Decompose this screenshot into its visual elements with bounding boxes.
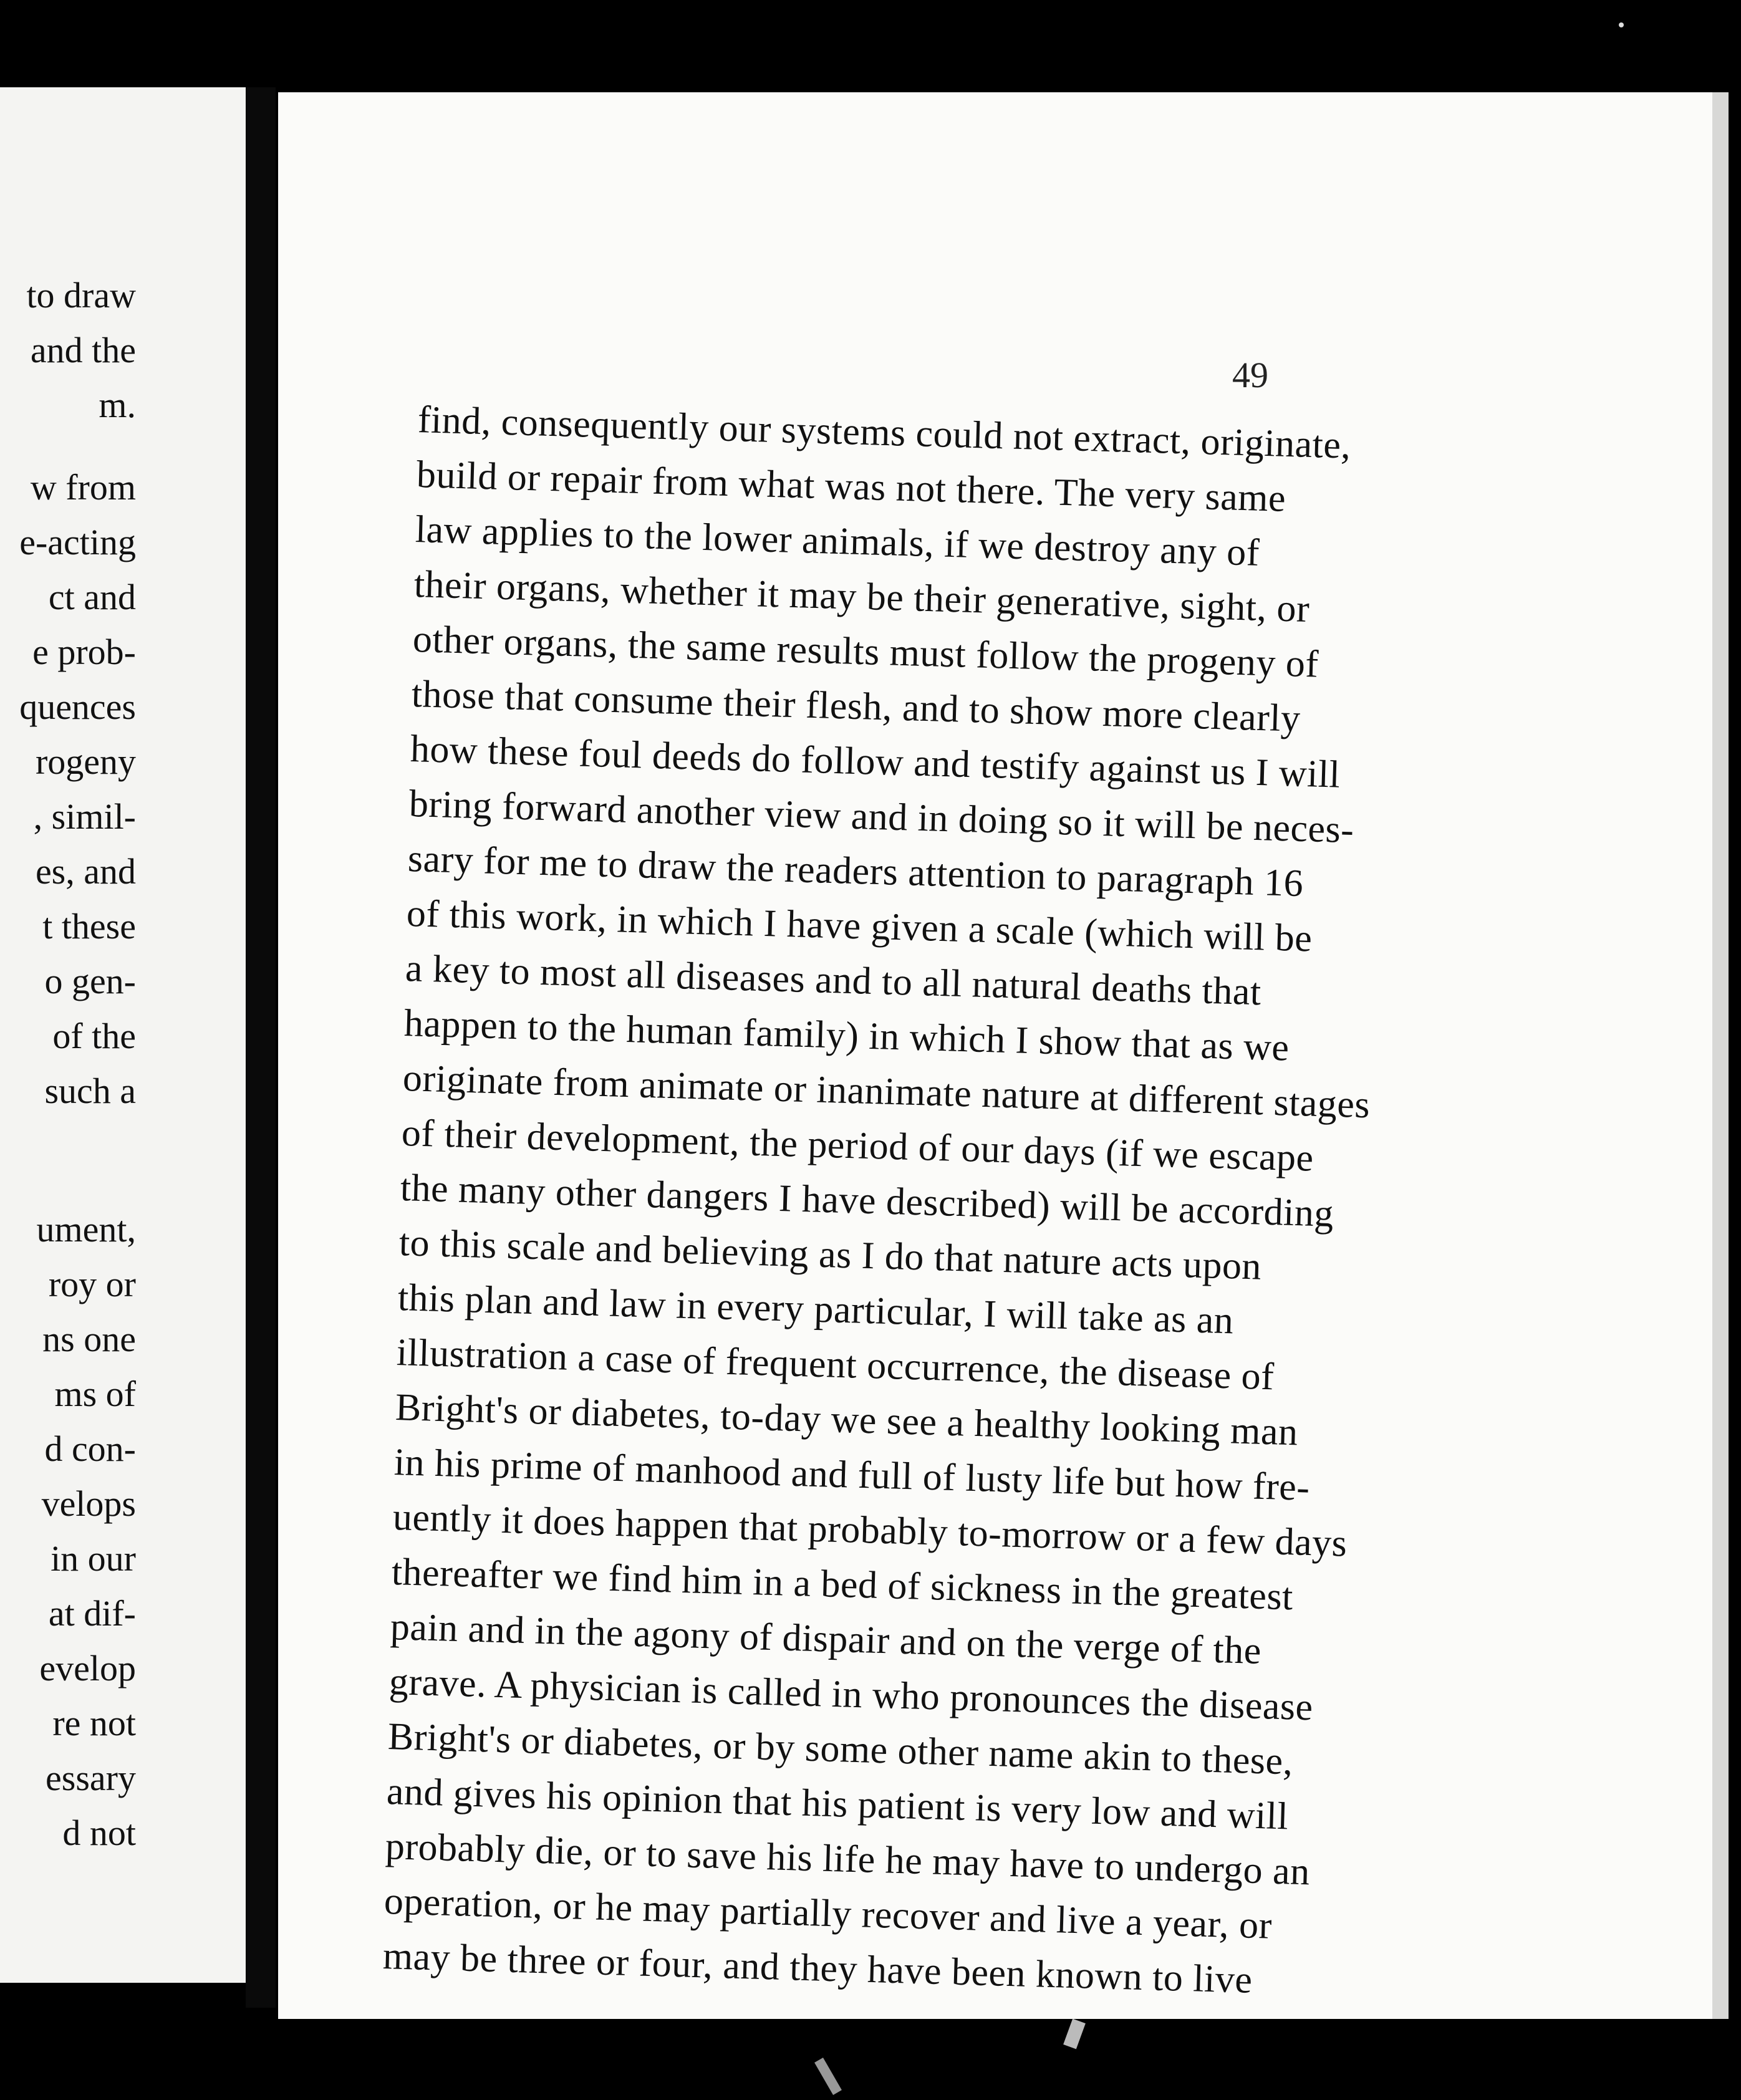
text-line: bring forward another view and in doing so it will be neces- — [408, 783, 1355, 852]
left-line: velops — [41, 1483, 136, 1524]
text-line: a key to most all diseases and to all natural deaths that — [405, 947, 1262, 1014]
text-line: of this work, in which I have given a scale (which will be — [406, 892, 1313, 960]
scan-speck — [1619, 22, 1624, 27]
left-line: essary — [46, 1758, 136, 1798]
text-line: and gives his opinion that his patient is very low and will — [386, 1770, 1290, 1838]
left-line: quences — [19, 686, 136, 727]
text-line: how these foul deeds do follow and testify against us I will — [410, 728, 1341, 796]
page-number: 49 — [1232, 355, 1268, 395]
text-line: probably die, or to save his life he may have to undergo an — [385, 1825, 1311, 1894]
text-line: other organs, the same results must follow the progeny of — [412, 618, 1319, 686]
text-line: law applies to the lower animals, if we destroy any of — [415, 508, 1260, 574]
text-line: build or repair from what was not there. The very same — [416, 453, 1286, 520]
left-line: at dif- — [48, 1593, 136, 1634]
text-line: Bright's or diabetes, or by some other name akin to these, — [387, 1715, 1294, 1783]
left-line: and the — [30, 330, 136, 370]
text-line: may be three or four, and they have been known to live — [382, 1935, 1253, 2001]
text-line: this plan and law in every particular, I will take as an — [397, 1276, 1235, 1342]
left-line: w from — [30, 467, 136, 508]
text-line: uently it does happen that probably to-morrow or a few days — [392, 1496, 1348, 1565]
left-line: ct and — [48, 577, 136, 617]
book-gutter — [246, 87, 276, 2008]
left-line: of the — [52, 1016, 136, 1056]
text-line: pain and in the agony of dispair and on the verge of the — [390, 1606, 1262, 1673]
left-line: such a — [44, 1071, 136, 1111]
left-page — [0, 87, 273, 1983]
left-line: t these — [42, 906, 136, 946]
left-line: es, and — [35, 851, 136, 892]
left-line: d not — [62, 1813, 136, 1853]
left-line: e-acting — [19, 522, 136, 562]
left-line: e prob- — [32, 632, 136, 672]
text-line: their organs, whether it may be their generative, sight, or — [413, 563, 1311, 631]
left-line: in our — [51, 1538, 136, 1579]
left-line: re not — [52, 1703, 136, 1743]
left-line: , simil- — [33, 796, 136, 837]
left-line: evelop — [39, 1648, 136, 1688]
body-text — [278, 92, 1712, 2019]
text-line: grave. A physician is called in who pronounces the disease — [388, 1660, 1314, 1729]
right-page — [278, 92, 1729, 2019]
text-line: the many other dangers I have described) will be according — [400, 1167, 1334, 1235]
left-line: d con- — [44, 1428, 136, 1469]
left-line: ns one — [42, 1319, 136, 1359]
text-line: illustration a case of frequent occurrence, the disease of — [396, 1331, 1275, 1399]
left-line: o gen- — [44, 961, 136, 1001]
left-line: ument, — [36, 1209, 136, 1250]
left-line: roy or — [48, 1264, 136, 1304]
text-line: of their development, the period of our days (if we escape — [401, 1112, 1314, 1180]
text-line: originate from animate or inanimate nature at different stages — [402, 1057, 1371, 1127]
text-line: sary for me to draw the readers attention to paragraph 16 — [407, 837, 1305, 905]
scan-speck — [1063, 2019, 1086, 2049]
text-line: thereafter we find him in a bed of sickness in the greatest — [391, 1551, 1294, 1619]
text-line: in his prime of manhood and full of lusty life but how fre- — [393, 1441, 1311, 1510]
left-line: ms of — [54, 1374, 136, 1414]
text-line: those that consume their flesh, and to show more clearly — [411, 673, 1301, 740]
left-line: m. — [99, 385, 136, 425]
left-line: rogeny — [35, 741, 136, 782]
scan-speck — [814, 2058, 842, 2095]
text-line: find, consequently our systems could not extract, originate, — [417, 398, 1352, 467]
text-line: operation, or he may partially recover and live a year, or — [383, 1880, 1273, 1947]
text-line: Bright's or diabetes, to-day we see a healthy looking man — [395, 1386, 1299, 1454]
text-line: to this scale and believing as I do that nature acts upon — [398, 1221, 1262, 1288]
left-line: to draw — [26, 275, 136, 315]
text-line: happen to the human family) in which I show that as we — [403, 1002, 1290, 1069]
